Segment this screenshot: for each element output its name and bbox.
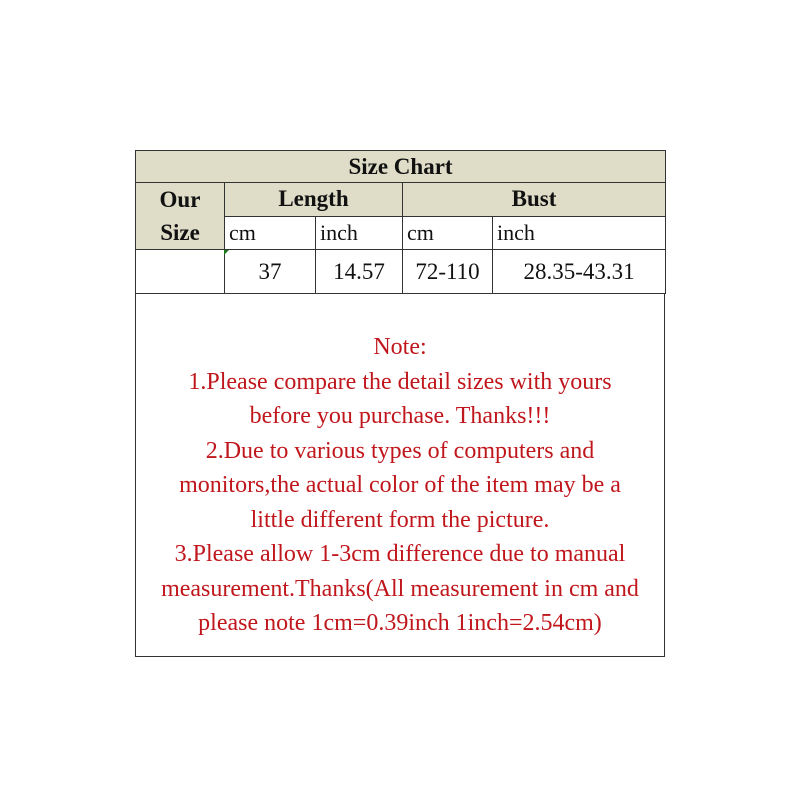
- length-cm-unit: cm: [225, 216, 316, 250]
- note-line: 3.Please allow 1-3cm difference due to manual: [174, 541, 626, 567]
- our-size-label-line-2: Size: [160, 220, 200, 245]
- note-line: 1.Please compare the detail sizes with yours: [188, 368, 612, 395]
- our-size-cell: [136, 250, 225, 294]
- bust-inch-unit: inch: [493, 216, 666, 250]
- our-size-label-line-1: Our: [159, 187, 201, 212]
- note-heading: Note:: [373, 334, 427, 360]
- note-line: please note 1cm=0.39inch 1inch=2.54cm): [198, 610, 602, 636]
- size-chart-group-row: [136, 183, 666, 217]
- length-header: Length: [225, 183, 403, 217]
- note-line: measurement.Thanks(All measurement in cm and: [161, 575, 639, 602]
- bust-inch-cell: 28.35-43.31: [493, 250, 666, 294]
- bust-cm-unit: cm: [403, 216, 493, 250]
- bust-header: Bust: [403, 183, 666, 217]
- length-cm-cell: 37: [225, 250, 316, 294]
- note-block: [136, 330, 664, 641]
- note-line: 2.Due to various types of computers and: [205, 437, 595, 464]
- length-inch-unit: inch: [316, 216, 403, 250]
- cell-comment-marker: [224, 250, 229, 255]
- bust-cm-cell: 72-110: [403, 250, 493, 294]
- table-row: [136, 250, 666, 294]
- note-line: little different form the picture.: [250, 506, 550, 533]
- note-line: before you purchase. Thanks!!!: [249, 403, 551, 429]
- our-size-header: [136, 183, 225, 250]
- size-chart-title: Size Chart: [136, 151, 666, 183]
- length-inch-cell: 14.57: [316, 250, 403, 294]
- size-chart-title-row: [136, 151, 666, 183]
- size-chart-table: [135, 150, 666, 294]
- note-line: monitors,the actual color of the item may be a: [179, 472, 621, 498]
